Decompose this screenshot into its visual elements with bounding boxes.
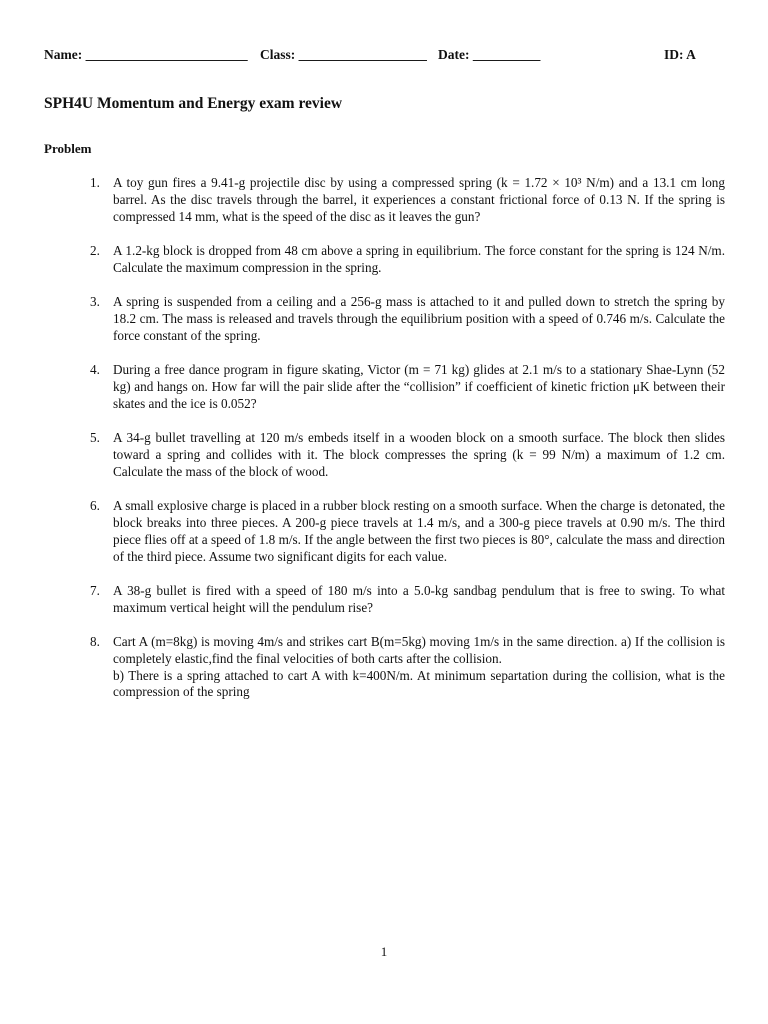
problem-number: 3. [90, 294, 100, 310]
problem-number: 8. [90, 634, 100, 650]
problem-text: A small explosive charge is placed in a rubber block resting on a smooth surface. When the charge is detonated, the block breaks into three pieces. A 200-g piece travels at 1.4 m/s, and a 300-g piece travels at 0.90 m/s. The third piece flies off at a speed of 1.8 m/s. If the angle between the first two pieces is 80°, calculate the mass and direction of the third piece. Assume two significant digits for each value. [113, 498, 725, 564]
page-number: 1 [380, 944, 388, 959]
problem-item-3 [0, 294, 768, 344]
problem-text: A toy gun fires a 9.41-g projectile disc by using a compressed spring (k = 1.72 × 10³ N/m) and a 13.1 cm long barrel. As the disc travels through the barrel, it experiences a constant frictional force of 0.13 N. If the spring is compressed 14 mm, what is the speed of the disc as it leaves the gun? [113, 175, 725, 224]
problem-number: 6. [90, 498, 100, 514]
problem-text: Cart A (m=8kg) is moving 4m/s and strikes cart B(m=5kg) moving 1m/s in the same direction. a) If the collision is completely elastic,find the final velocities of both carts after the collision. [113, 634, 725, 666]
problem-text: A 38-g bullet is fired with a speed of 180 m/s into a 5.0-kg sandbag pendulum that is free to swing. To what maximum vertical height will the pendulum rise? [113, 582, 725, 615]
problem-text-part-b: b) There is a spring attached to cart A with k=400N/m. At minimum separtation during the collision, what is the compression of the spring [113, 667, 725, 700]
problem-item-8 [0, 634, 768, 701]
problem-item-5 [0, 430, 768, 480]
date-field: Date: __________ [438, 47, 541, 62]
problem-text: A 1.2-kg block is dropped from 48 cm above a spring in equilibrium. The force constant for the spring is 124 N/m. Calculate the maximum compression in the spring. [113, 242, 725, 275]
class-field: Class: ___________________ [260, 47, 427, 62]
section-heading: Problem [44, 141, 92, 156]
problem-number: 5. [90, 430, 100, 446]
problem-number: 1. [90, 175, 100, 190]
header-fields [44, 47, 704, 67]
problem-item-6 [0, 498, 768, 565]
problem-item-7 [0, 583, 768, 617]
problem-item-1 [0, 175, 768, 225]
problem-number: 7. [90, 582, 100, 598]
problem-list [0, 175, 768, 719]
problem-text: A 34-g bullet travelling at 120 m/s embeds itself in a wooden block on a smooth surface. The block then slides toward a spring and collides with it. The block compresses the spring (k = 99 N/m) a maximum of 1.2 cm. Calculate the mass of the block of wood. [113, 430, 725, 479]
problem-text: During a free dance program in figure skating, Victor (m = 71 kg) glides at 2.1 m/s to a stationary Shae-Lynn (52 kg) and hangs on. How far will the pair slide after the “collision” if coefficient of kinetic friction μK between their skates and the ice is 0.052? [113, 362, 725, 411]
name-field: Name: ________________________ [44, 47, 248, 62]
problem-item-4 [0, 362, 768, 412]
problem-number: 2. [90, 242, 100, 258]
problem-number: 4. [90, 362, 100, 378]
problem-item-2 [0, 243, 768, 277]
document-title: SPH4U Momentum and Energy exam review [44, 95, 343, 112]
id-label: ID: A [664, 47, 696, 62]
problem-text: A spring is suspended from a ceiling and a 256-g mass is attached to it and pulled down to stretch the spring by 18.2 cm. The mass is released and travels through the equilibrium position with a speed of 0.746 m/s. Calculate the force constant of the spring. [113, 294, 725, 343]
